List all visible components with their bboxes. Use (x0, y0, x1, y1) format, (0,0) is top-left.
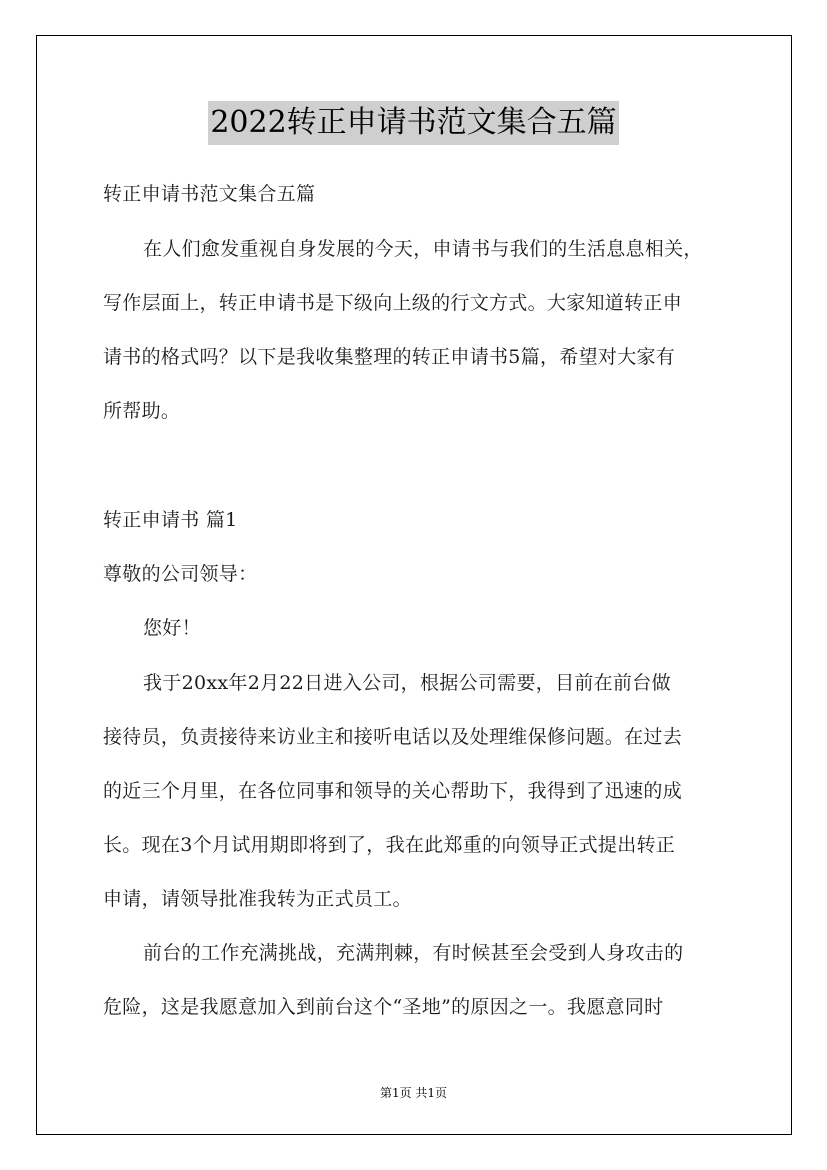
intro-line-4: 所帮助。 (103, 400, 181, 422)
salutation: 尊敬的公司领导： (103, 563, 258, 585)
greeting: 您好！ (143, 617, 201, 639)
body-line-3: 的近三个月里，在各位同事和领导的关心帮助下，我得到了迅速的成 (103, 780, 683, 802)
body-line-4: 长。现在3个月试用期即将到了，我在此郑重的向领导正式提出转正 (103, 834, 676, 856)
subtitle: 转正申请书范文集合五篇 (103, 183, 316, 205)
section-heading: 转正申请书 篇1 (103, 509, 238, 531)
intro-line-2: 写作层面上，转正申请书是下级向上级的行文方式。大家知道转正申 (103, 292, 683, 314)
body-line-2: 接待员，负责接待来访业主和接听电话以及处理维保修问题。在过去 (103, 726, 683, 748)
body-line-7: 危险，这是我愿意加入到前台这个“圣地”的原因之一。我愿意同时 (103, 996, 664, 1018)
document-title-wrap (0, 101, 827, 145)
document-title: 2022转正申请书范文集合五篇 (208, 101, 618, 145)
body-line-1: 我于20xx年2月22日进入公司，根据公司需要，目前在前台做 (143, 672, 671, 694)
body-line-6: 前台的工作充满挑战，充满荆棘，有时候甚至会受到人身攻击的 (143, 942, 684, 964)
intro-line-1: 在人们愈发重视自身发展的今天，申请书与我们的生活息息相关， (143, 238, 703, 260)
page-footer: 第1页 共1页 (379, 1086, 448, 1100)
intro-line-3: 请书的格式吗？以下是我收集整理的转正申请书5篇，希望对大家有 (103, 346, 676, 368)
body-line-5: 申请，请领导批准我转为正式员工。 (103, 888, 412, 910)
